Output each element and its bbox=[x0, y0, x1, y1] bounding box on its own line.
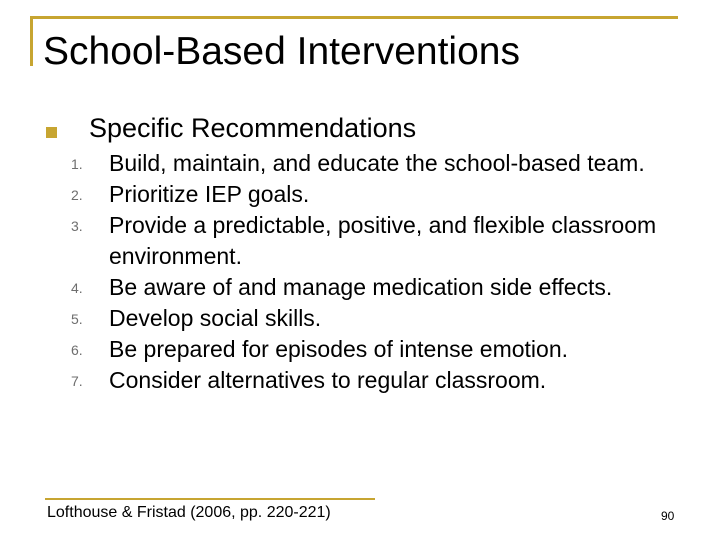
item-text: Prioritize IEP goals. bbox=[109, 181, 310, 207]
slide-title: School-Based Interventions bbox=[43, 30, 520, 73]
item-number: 5. bbox=[71, 311, 83, 327]
citation: Lofthouse & Fristad (2006, pp. 220-221) bbox=[47, 504, 331, 521]
item-number: 1. bbox=[71, 156, 83, 172]
item-text: Provide a predictable, positive, and flexible classroom environment. bbox=[109, 212, 657, 269]
list-item bbox=[40, 179, 690, 210]
list-item bbox=[40, 334, 690, 365]
item-text: Build, maintain, and educate the school-based team. bbox=[109, 150, 645, 176]
section-heading: Specific Recommendations bbox=[89, 113, 417, 143]
list-item bbox=[40, 210, 690, 272]
item-number: 4. bbox=[71, 280, 83, 296]
title-frame-left-line bbox=[30, 16, 33, 66]
footer-divider bbox=[45, 498, 375, 500]
item-text: Be aware of and manage medication side effects. bbox=[109, 274, 613, 300]
list-item bbox=[40, 303, 690, 334]
square-bullet-icon bbox=[46, 127, 57, 138]
item-text: Develop social skills. bbox=[109, 305, 322, 331]
list-item bbox=[40, 365, 690, 396]
title-frame-top-line bbox=[30, 16, 678, 19]
item-number: 3. bbox=[71, 218, 83, 234]
item-text: Consider alternatives to regular classroom. bbox=[109, 367, 547, 393]
item-number: 6. bbox=[71, 342, 83, 358]
item-text: Be prepared for episodes of intense emotion. bbox=[109, 336, 569, 362]
recommendations-list bbox=[40, 148, 690, 396]
item-number: 2. bbox=[71, 187, 83, 203]
page-number: 90 bbox=[661, 509, 675, 523]
list-item bbox=[40, 272, 690, 303]
list-item bbox=[40, 148, 690, 179]
item-number: 7. bbox=[71, 373, 83, 389]
